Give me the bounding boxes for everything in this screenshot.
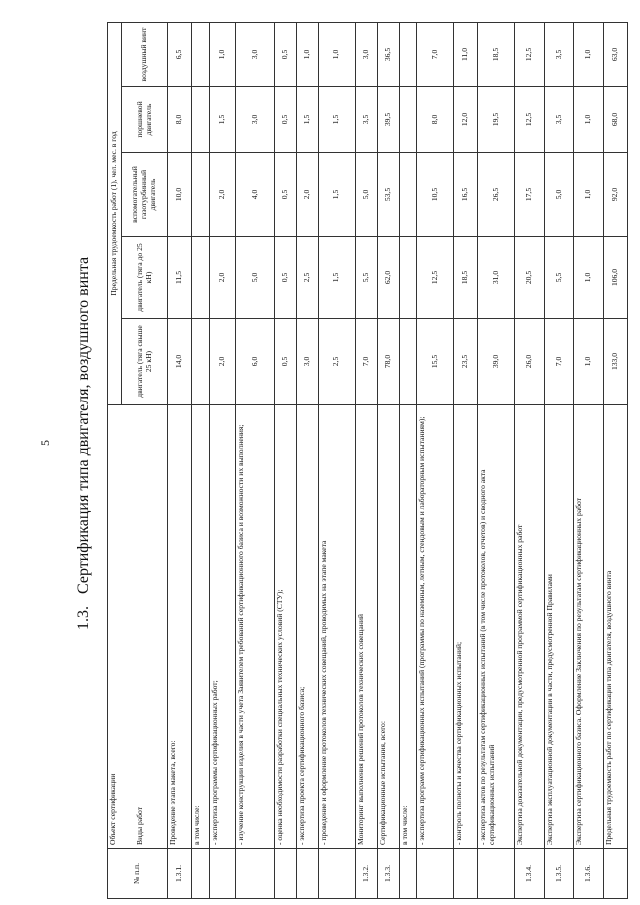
row-value-col-2: 62,0 (378, 237, 400, 319)
row-value-col-5: 3,0 (236, 23, 275, 87)
row-value-col-1: 2,5 (318, 319, 355, 405)
table-row (454, 23, 478, 899)
header-group: Предельная трудоемкость работ (1), чел. мес. в год (108, 23, 122, 405)
row-value-col-3: 1,5 (318, 153, 355, 237)
row-number (297, 849, 319, 899)
row-work-description: - проведение и оформление протоколов технических совещаний, проводимых на этапе макета (318, 405, 355, 849)
row-value-col-2 (400, 237, 417, 319)
row-work-description: - изучение конструкции изделия в части учета Заявителем требований сертификационного базиса и возможности их выполнения; (236, 405, 275, 849)
row-work-description: Проведение этапа макета, всего: (168, 405, 192, 849)
row-value-col-5: 12,5 (515, 23, 545, 87)
row-number (236, 849, 275, 899)
row-number (604, 849, 628, 899)
row-value-col-3: 92,0 (604, 153, 628, 237)
table-row (168, 23, 192, 899)
row-value-col-4: 3,5 (355, 87, 378, 153)
row-value-col-1: 78,0 (378, 319, 400, 405)
row-value-col-2: 11,5 (168, 237, 192, 319)
header-object-label: Объект сертификации (108, 773, 117, 845)
header-col-4: поршневой двигатель (122, 87, 168, 153)
row-value-col-5: 11,0 (454, 23, 478, 87)
row-value-col-3: 0,5 (275, 153, 297, 237)
row-number (191, 849, 209, 899)
row-value-col-4: 12,5 (515, 87, 545, 153)
row-value-col-1: 133,0 (604, 319, 628, 405)
row-value-col-4: 8,0 (168, 87, 192, 153)
row-value-col-2: 106,0 (604, 237, 628, 319)
row-number (400, 849, 417, 899)
row-value-col-4 (400, 87, 417, 153)
row-value-col-1: 23,5 (454, 319, 478, 405)
row-work-description: - контроль полноты и качества сертификационных испытаний; (454, 405, 478, 849)
row-value-col-3: 1,0 (573, 153, 603, 237)
row-value-col-4: 1,5 (297, 87, 319, 153)
row-value-col-4: 12,0 (454, 87, 478, 153)
row-number: 1.3.1. (168, 849, 192, 899)
row-value-col-5 (191, 23, 209, 87)
section-title: 1.3. Сертификация типа двигателя, воздушного винта (75, 256, 92, 630)
row-value-col-5: 1,0 (318, 23, 355, 87)
row-value-col-2: 5,5 (545, 237, 573, 319)
row-work-description: - экспертиза программ сертификационных испытаний (программы по наземным, летным, стендовым и лабораторным испытаниям); (417, 405, 454, 849)
row-value-col-1: 3,0 (297, 319, 319, 405)
table-row (378, 23, 400, 899)
row-work-description: - экспертиза программы сертификационных работ; (210, 405, 236, 849)
table-body (168, 23, 628, 899)
row-value-col-4: 68,0 (604, 87, 628, 153)
row-value-col-1: 39,0 (478, 319, 515, 405)
table-row (573, 23, 603, 899)
row-value-col-5: 63,0 (604, 23, 628, 87)
row-number: 1.3.2. (355, 849, 378, 899)
header-col-2: двигатель (тяга до 25 кН) (122, 237, 168, 319)
row-value-col-2: 5,5 (355, 237, 378, 319)
table-row (417, 23, 454, 899)
row-value-col-1: 2,0 (210, 319, 236, 405)
row-value-col-1 (191, 319, 209, 405)
row-work-description: - экспертиза актов по результатам сертификационных испытаний (в том числе протоколов, отчетов) и сводного акта сертификационных испытаний (478, 405, 515, 849)
row-value-col-2: 18,5 (454, 237, 478, 319)
row-value-col-5: 7,0 (417, 23, 454, 87)
table-row (545, 23, 573, 899)
row-value-col-3: 26,5 (478, 153, 515, 237)
row-value-col-4: 39,5 (378, 87, 400, 153)
row-value-col-1: 26,0 (515, 319, 545, 405)
table-row (400, 23, 417, 899)
row-value-col-2: 5,0 (236, 237, 275, 319)
row-number (210, 849, 236, 899)
row-number: 1.3.5. (545, 849, 573, 899)
row-work-description: Экспертиза эксплуатационной документации в части, предусмотренной Правилами (545, 405, 573, 849)
table-row (515, 23, 545, 899)
row-value-col-4: 0,5 (275, 87, 297, 153)
row-work-description: в том числе: (400, 405, 417, 849)
row-work-description: Мониторинг выполнения решений протоколов технических совещаний (355, 405, 378, 849)
row-value-col-3: 5,0 (545, 153, 573, 237)
row-value-col-2: 12,5 (417, 237, 454, 319)
row-value-col-4: 1,5 (210, 87, 236, 153)
row-number: 1.3.6. (573, 849, 603, 899)
header-work-types-label: Виды работ (134, 806, 144, 845)
row-value-col-1: 15,5 (417, 319, 454, 405)
workload-table (107, 22, 628, 899)
row-value-col-5: 36,5 (378, 23, 400, 87)
row-number: 1.3.3. (378, 849, 400, 899)
table-row (210, 23, 236, 899)
row-work-description: Предельная трудоемкость работ по сертификации типа двигателя, воздушного винта (604, 405, 628, 849)
row-value-col-3: 2,0 (210, 153, 236, 237)
row-value-col-5 (400, 23, 417, 87)
row-value-col-5: 1,0 (573, 23, 603, 87)
table-row (275, 23, 297, 899)
row-value-col-3: 5,0 (355, 153, 378, 237)
row-value-col-2 (191, 237, 209, 319)
workload-table-container (107, 23, 628, 899)
row-value-col-1: 0,5 (275, 319, 297, 405)
row-value-col-4: 3,5 (545, 87, 573, 153)
row-value-col-1: 14,0 (168, 319, 192, 405)
row-value-col-3: 2,0 (297, 153, 319, 237)
row-value-col-3: 53,5 (378, 153, 400, 237)
row-value-col-2: 1,5 (318, 237, 355, 319)
row-value-col-1 (400, 319, 417, 405)
row-value-col-4: 8,0 (417, 87, 454, 153)
row-value-col-4: 1,5 (318, 87, 355, 153)
header-num: № п.п. (108, 849, 168, 899)
row-value-col-2: 2,0 (210, 237, 236, 319)
table-row (318, 23, 355, 899)
row-value-col-5: 0,5 (275, 23, 297, 87)
header-object (108, 405, 168, 849)
row-work-description: Сертификационные испытания, всего: (378, 405, 400, 849)
row-work-description: Экспертиза сертификационного базиса. Оформление Заключения по результатам сертификационных работ (573, 405, 603, 849)
row-value-col-3 (191, 153, 209, 237)
table-row (355, 23, 378, 899)
row-value-col-3: 4,0 (236, 153, 275, 237)
row-work-description: - экспертиза проекта сертификационного базиса; (297, 405, 319, 849)
table-row (236, 23, 275, 899)
table-row (478, 23, 515, 899)
row-number (417, 849, 454, 899)
row-value-col-1: 7,0 (545, 319, 573, 405)
row-value-col-3 (400, 153, 417, 237)
row-work-description: в том числе: (191, 405, 209, 849)
header-col-5: воздушный винт (122, 23, 168, 87)
header-col-3: вспомогательный газотурбинный двигатель (122, 153, 168, 237)
row-value-col-4: 3,0 (236, 87, 275, 153)
row-work-description: Экспертиза доказательной документации, предусмотренной программой сертификационных работ (515, 405, 545, 849)
row-number (478, 849, 515, 899)
table-row (191, 23, 209, 899)
row-work-description: - оценка необходимости разработки специальных технических условий (СТУ); (275, 405, 297, 849)
row-value-col-2: 31,0 (478, 237, 515, 319)
row-number (275, 849, 297, 899)
header-col-1: двигатель (тяга свыше 25 кН) (122, 319, 168, 405)
table-row (297, 23, 319, 899)
row-value-col-4 (191, 87, 209, 153)
row-number (318, 849, 355, 899)
row-value-col-3: 16,5 (454, 153, 478, 237)
row-number: 1.3.4. (515, 849, 545, 899)
row-value-col-5: 1,0 (297, 23, 319, 87)
row-value-col-1: 6,0 (236, 319, 275, 405)
row-value-col-4: 1,0 (573, 87, 603, 153)
row-value-col-3: 10,0 (168, 153, 192, 237)
row-value-col-2: 1,0 (573, 237, 603, 319)
row-value-col-4: 19,5 (478, 87, 515, 153)
row-value-col-5: 3,5 (545, 23, 573, 87)
row-value-col-1: 7,0 (355, 319, 378, 405)
row-value-col-5: 3,0 (355, 23, 378, 87)
row-value-col-3: 10,5 (417, 153, 454, 237)
row-value-col-5: 1,0 (210, 23, 236, 87)
page-number: 5 (38, 440, 52, 446)
row-value-col-1: 1,0 (573, 319, 603, 405)
row-number (454, 849, 478, 899)
row-value-col-3: 17,5 (515, 153, 545, 237)
row-value-col-2: 2,5 (297, 237, 319, 319)
table-row (604, 23, 628, 899)
row-value-col-5: 18,5 (478, 23, 515, 87)
row-value-col-5: 6,5 (168, 23, 192, 87)
row-value-col-2: 0,5 (275, 237, 297, 319)
row-value-col-2: 20,5 (515, 237, 545, 319)
